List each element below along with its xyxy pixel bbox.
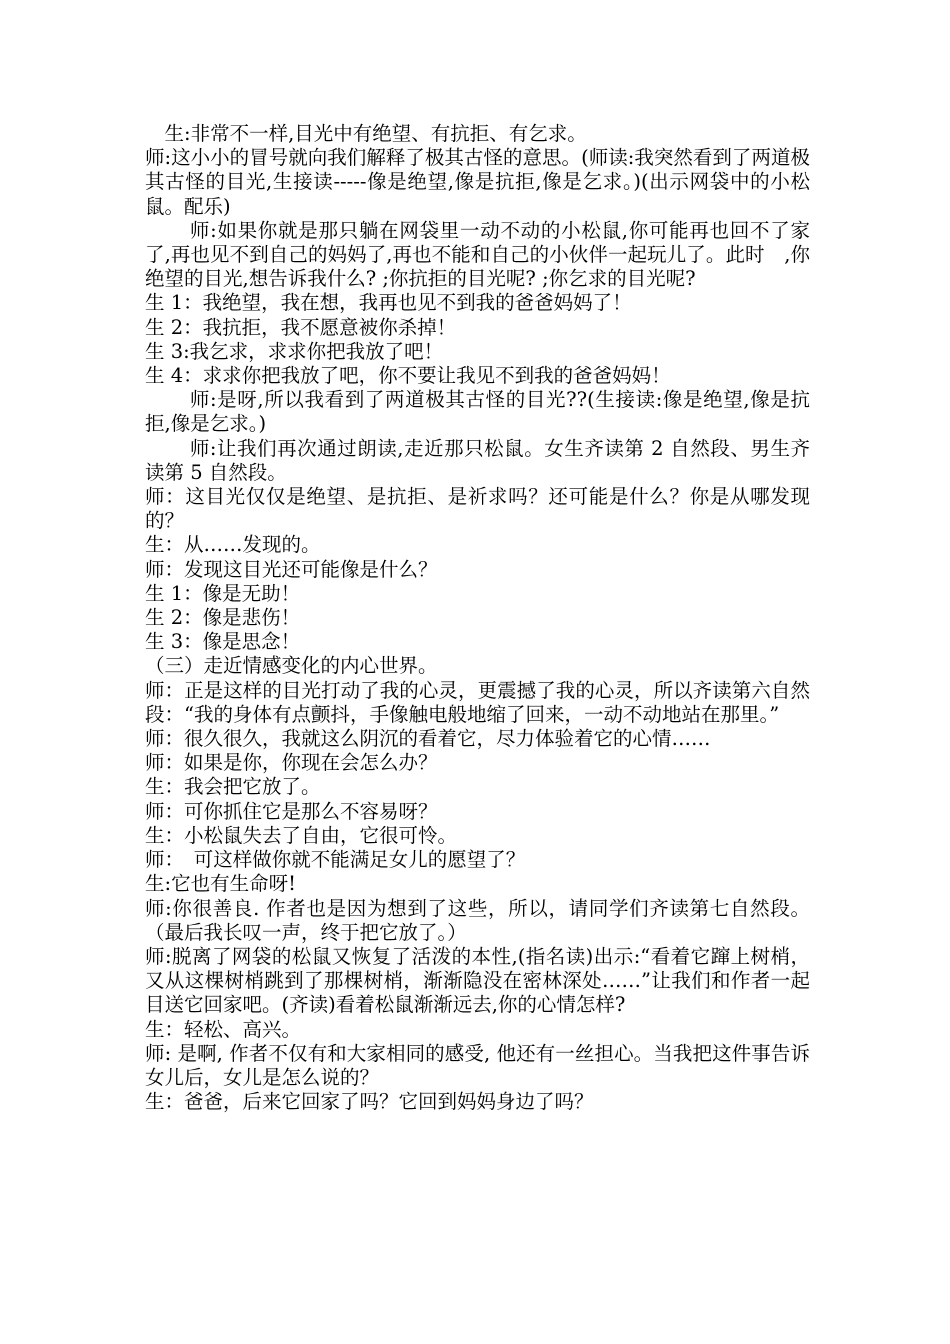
- paragraph-19: 师：如果是你，你现在会怎么办？: [145, 751, 438, 775]
- paragraph-8: 师:是呀,所以我看到了两道极其古怪的目光??(生接读:像是绝望,像是抗拒,像是乞求。): [145, 388, 810, 436]
- paragraph-14: 生 2：像是悲伤！: [145, 606, 301, 630]
- paragraph-17: 师：正是这样的目光打动了我的心灵，更震撼了我的心灵，所以齐读第六自然段：“我的身体有点颤抖，手像触电般地缩了回来，一动不动地站在那里。”: [145, 678, 810, 726]
- paragraph-2: 师:这小小的冒号就向我们解释了极其古怪的意思。(师读:我突然看到了两道极其古怪的目光,生接读-----像是绝望,像是抗拒,像是乞求。)(出示网袋中的小松鼠。配乐): [145, 146, 810, 218]
- paragraph-22: 生：小松鼠失去了自由，它很可怜。: [145, 823, 458, 847]
- paragraph-12: 师：发现这目光还可能像是什么？: [145, 557, 438, 581]
- paragraph-28: 师: 是啊, 作者不仅有和大家相同的感受, 他还有一丝担心。当我把这件事告诉女儿后，女儿是怎么说的？: [145, 1041, 810, 1089]
- paragraph-4: 生 1：我绝望，我在想，我再也见不到我的爸爸妈妈了！: [145, 291, 632, 315]
- paragraph-25: 师:你很善良. 作者也是因为想到了这些，所以，请同学们齐读第七自然段。（最后我长叹一声，终于把它放了。）: [145, 896, 810, 944]
- paragraph-23: 师： 可这样做你就不能满足女儿的愿望了？: [145, 848, 526, 872]
- paragraph-18: 师：很久很久，我就这么阴沉的看着它，尽力体验着它的心情……: [145, 727, 711, 751]
- paragraph-24: 生:它也有生命呀!: [145, 872, 296, 896]
- paragraph-6: 生 3:我乞求，求求你把我放了吧！: [145, 339, 444, 363]
- document-page: [145, 122, 810, 1114]
- paragraph-3: 师:如果你就是那只躺在网袋里一动不动的小松鼠,你可能再也回不了家了,再也见不到自己的妈妈了,再也不能和自己的小伙伴一起玩儿了。此时 ,你绝望的目光,想告诉我什么? ;你抗拒的目光呢? ;你乞求的目光呢?: [145, 218, 810, 291]
- paragraph-1: 生:非常不一样,目光中有绝望、有抗拒、有乞求。: [164, 122, 587, 145]
- paragraph-7: 生 4：求求你把我放了吧，你不要让我见不到我的爸爸妈妈！: [145, 364, 671, 388]
- paragraph-21: 师：可你抓住它是那么不容易呀？: [145, 799, 438, 823]
- paragraph-11: 生：从……发现的。: [145, 533, 321, 557]
- paragraph-10: 师：这目光仅仅是绝望、是抗拒、是祈求吗？还可能是什么？你是从哪发现的？: [145, 485, 810, 533]
- section-heading: （三）走近情感变化的内心世界。: [145, 654, 438, 678]
- paragraph-5: 生 2：我抗拒，我不愿意被你杀掉！: [145, 315, 457, 339]
- paragraph-27: 生：轻松、高兴。: [145, 1017, 302, 1041]
- paragraph-9: 师:让我们再次通过朗读,走近那只松鼠。女生齐读第 2 自然段、男生齐读第 5 自然段。: [145, 436, 810, 484]
- paragraph-29: 生：爸爸，后来它回家了吗？它回到妈妈身边了吗？: [145, 1090, 594, 1114]
- paragraph-20: 生：我会把它放了。: [145, 775, 321, 799]
- paragraph-26: 师:脱离了网袋的松鼠又恢复了活泼的本性,(指名读)出示:“看着它蹿上树梢，又从这棵树梢跳到了那棵树梢，渐渐隐没在密林深处……”让我们和作者一起目送它回家吧。(齐读)看着松鼠渐渐远去,你的心情怎样?: [145, 944, 810, 1017]
- paragraph-15: 生 3：像是思念！: [145, 630, 301, 654]
- paragraph-13: 生 1：像是无助！: [145, 581, 301, 605]
